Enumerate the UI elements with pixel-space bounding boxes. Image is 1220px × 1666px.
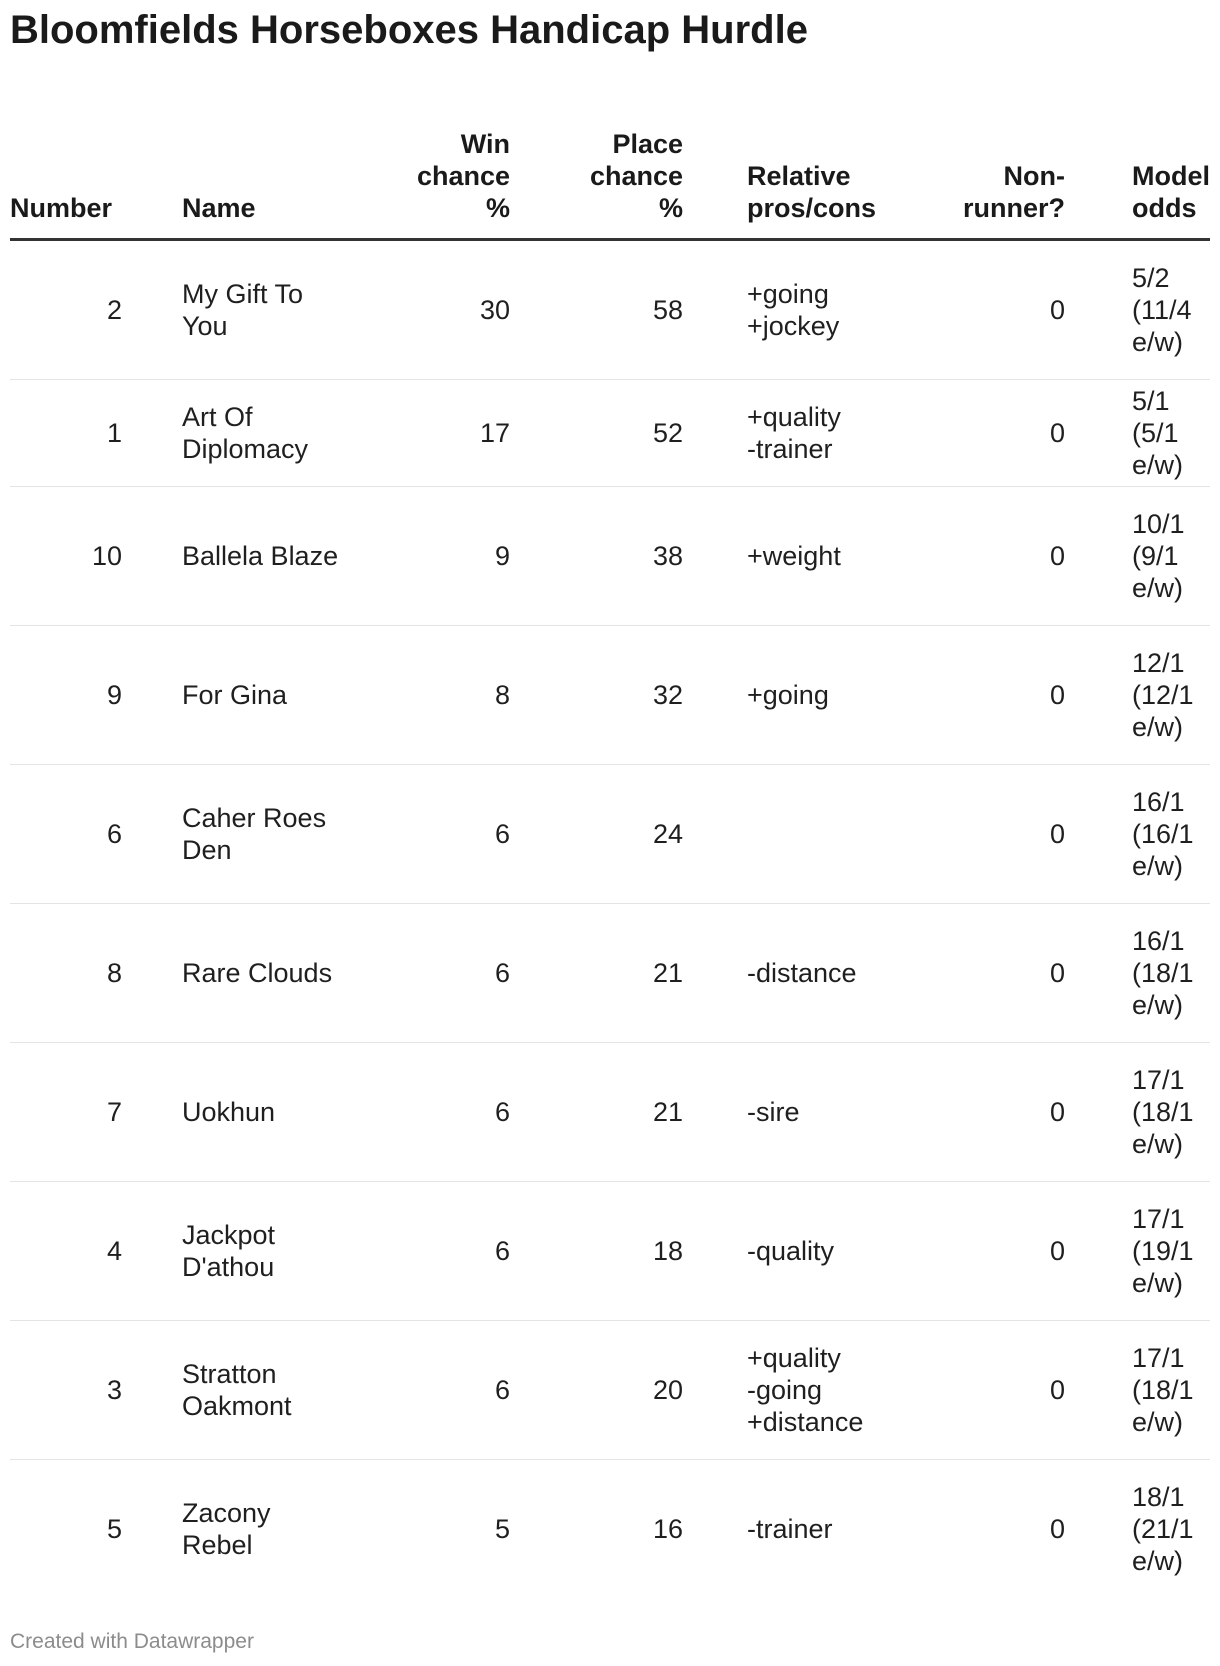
cell-win-chance: 6	[342, 1182, 510, 1321]
cell-place-chance: 18	[510, 1182, 683, 1321]
cell-win-chance: 9	[342, 487, 510, 626]
cell-win-chance: 6	[342, 904, 510, 1043]
cell-model-odds: 18/1 (21/1 e/w)	[1132, 1482, 1194, 1576]
cell-model-odds: 5/2 (11/4 e/w)	[1132, 240, 1210, 380]
cell-model-odds: 17/1 (18/1 e/w)	[1132, 1043, 1210, 1182]
table-header	[10, 110, 1210, 240]
cell-name: Jackpot D'athou	[182, 1182, 342, 1321]
cell-non-runner: 0	[937, 904, 1065, 1043]
cell-place-chance: 24	[510, 765, 683, 904]
cell-name: Uokhun	[182, 1043, 342, 1182]
header-number[interactable]: Number	[10, 110, 122, 240]
cell-non-runner: 0	[937, 487, 1065, 626]
cell-name: Rare Clouds	[182, 904, 342, 1043]
cell-number: 9	[10, 626, 122, 765]
pros-cons-item: +distance	[747, 1407, 864, 1437]
cell-pros-cons	[747, 240, 937, 380]
cell-pros-cons	[747, 1460, 937, 1599]
cell-name: Stratton Oakmont	[182, 1321, 342, 1460]
cell-number: 5	[106, 1514, 122, 1544]
cell-pros-cons	[747, 904, 937, 1043]
race-table	[10, 110, 1210, 1598]
pros-cons-item: +going	[747, 279, 829, 309]
pros-cons-item: +quality	[747, 402, 841, 432]
cell-non-runner: 0	[937, 1182, 1065, 1321]
cell-model-odds: 10/1 (9/1 e/w)	[1132, 487, 1210, 626]
cell-non-runner: 0	[937, 626, 1065, 765]
cell-place-chance: 52	[510, 380, 683, 487]
table-row	[10, 1460, 1210, 1599]
header-model-odds[interactable]: Model odds	[1132, 110, 1210, 240]
table-row	[10, 1182, 1210, 1321]
header-place-chance[interactable]: Place chance %	[510, 110, 683, 240]
cell-place-chance: 21	[510, 1043, 683, 1182]
cell-name: Caher Roes Den	[182, 765, 342, 904]
cell-model-odds: 17/1 (19/1 e/w)	[1132, 1182, 1210, 1321]
cell-number: 8	[10, 904, 122, 1043]
cell-number: 3	[10, 1321, 122, 1460]
table-row	[10, 1321, 1210, 1460]
pros-cons-item: +going	[747, 680, 829, 710]
cell-place-chance: 32	[510, 626, 683, 765]
pros-cons-item: +jockey	[747, 311, 840, 341]
cell-name: Ballela Blaze	[182, 487, 342, 626]
cell-non-runner: 0	[937, 1321, 1065, 1460]
header-name[interactable]: Name	[182, 110, 342, 240]
datawrapper-credit[interactable]: Created with Datawrapper	[10, 1630, 254, 1653]
cell-name: Zacony Rebel	[182, 1498, 271, 1560]
cell-pros-cons	[747, 1043, 937, 1182]
cell-number: 4	[10, 1182, 122, 1321]
cell-win-chance: 6	[342, 1043, 510, 1182]
cell-name: For Gina	[182, 626, 342, 765]
pros-cons-item: -distance	[747, 958, 857, 988]
pros-cons-item: -trainer	[747, 1514, 833, 1544]
table-row	[10, 904, 1210, 1043]
pros-cons-item: -trainer	[747, 434, 833, 464]
cell-model-odds: 12/1 (12/1 e/w)	[1132, 626, 1210, 765]
pros-cons-item: +weight	[747, 541, 841, 571]
cell-name: My Gift To You	[182, 240, 342, 380]
cell-pros-cons	[747, 626, 937, 765]
table-body	[10, 240, 1210, 1599]
cell-non-runner: 0	[937, 1043, 1065, 1182]
cell-non-runner: 0	[1049, 1514, 1065, 1544]
cell-pros-cons	[747, 1182, 937, 1321]
cell-win-chance: 17	[342, 380, 510, 487]
cell-place-chance: 38	[510, 487, 683, 626]
pros-cons-item: -quality	[747, 1236, 835, 1266]
cell-non-runner: 0	[937, 380, 1065, 487]
table-row	[10, 1043, 1210, 1182]
table-row	[10, 626, 1210, 765]
chart-title: Bloomfields Horseboxes Handicap Hurdle	[10, 8, 808, 52]
cell-pros-cons	[747, 1321, 937, 1460]
table-row	[10, 765, 1210, 904]
cell-number: 10	[10, 487, 122, 626]
pros-cons-item: +quality	[747, 1343, 841, 1373]
cell-win-chance: 30	[342, 240, 510, 380]
cell-pros-cons	[747, 765, 937, 904]
cell-model-odds: 17/1 (18/1 e/w)	[1132, 1321, 1210, 1460]
cell-name: Art Of Diplomacy	[182, 380, 342, 487]
table-row	[10, 240, 1210, 380]
cell-number: 7	[10, 1043, 122, 1182]
cell-non-runner: 0	[937, 765, 1065, 904]
cell-place-chance: 21	[510, 904, 683, 1043]
table-row	[10, 380, 1210, 487]
pros-cons-item: -sire	[747, 1097, 800, 1127]
cell-number: 6	[10, 765, 122, 904]
cell-pros-cons	[747, 487, 937, 626]
table-row	[10, 487, 1210, 626]
cell-number: 1	[10, 380, 122, 487]
cell-place-chance: 16	[652, 1514, 683, 1544]
cell-place-chance: 20	[510, 1321, 683, 1460]
cell-model-odds: 16/1 (16/1 e/w)	[1132, 765, 1210, 904]
cell-model-odds: 16/1 (18/1 e/w)	[1132, 904, 1210, 1043]
header-non-runner[interactable]: Non- runner?	[937, 110, 1065, 240]
header-pros-cons[interactable]: Relative pros/cons	[747, 110, 937, 240]
cell-win-chance: 8	[342, 626, 510, 765]
cell-win-chance: 6	[342, 1321, 510, 1460]
header-win-chance[interactable]: Win chance %	[342, 110, 510, 240]
cell-model-odds: 5/1 (5/1 e/w)	[1132, 380, 1210, 487]
cell-place-chance: 58	[510, 240, 683, 380]
cell-win-chance: 6	[342, 765, 510, 904]
cell-win-chance: 5	[494, 1514, 510, 1544]
cell-non-runner: 0	[937, 240, 1065, 380]
cell-pros-cons	[747, 380, 937, 487]
pros-cons-item: -going	[747, 1375, 823, 1405]
cell-number: 2	[10, 240, 122, 380]
